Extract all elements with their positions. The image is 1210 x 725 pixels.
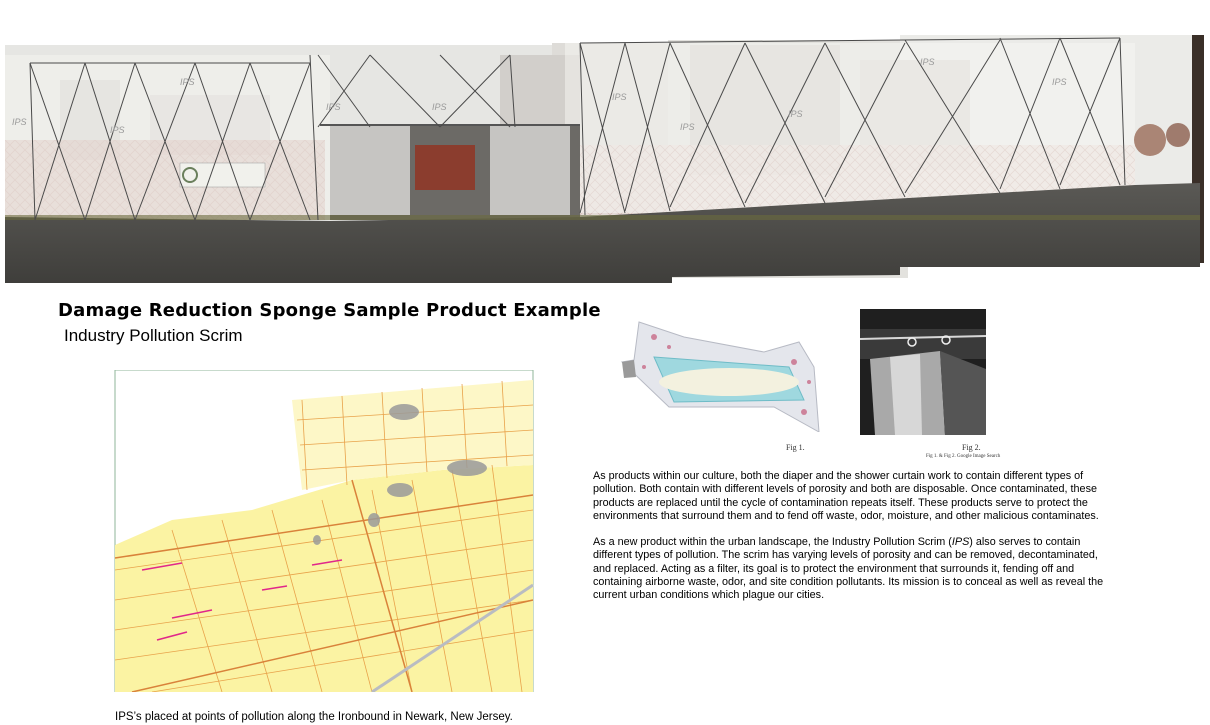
svg-text:IPS: IPS — [180, 77, 195, 87]
svg-text:IPS: IPS — [110, 125, 125, 135]
svg-text:IPS: IPS — [680, 122, 695, 132]
svg-text:IPS: IPS — [432, 102, 447, 112]
paragraph-products: As products within our culture, both the diaper and the shower curtain work to contain different types of pollution. Both contain with different levels of porosity and both are disposable. Once contaminated, these products are replaced until the cycle of contamination repeats itself. These products serve to protect the environments that surround them and to fend off waste, odor, moisture, and other malicious contaminates. — [593, 470, 1099, 522]
figure-source-caption: Fig 1. & Fig 2. Google Image Search — [926, 454, 1001, 459]
diaper-image — [614, 312, 830, 432]
map-image — [112, 370, 536, 692]
fig1-caption: Fig 1. — [786, 443, 805, 452]
page-title: Damage Reduction Sponge Sample Product Example — [58, 300, 601, 321]
paragraph-ips — [593, 536, 1113, 602]
svg-text:IPS: IPS — [1052, 77, 1067, 87]
shower-curtain-image — [860, 309, 986, 435]
description-text — [593, 470, 1113, 616]
map-caption: IPS’s placed at points of pollution along the Ironbound in Newark, New Jersey. — [115, 711, 513, 723]
panorama-image — [0, 35, 1210, 285]
svg-text:IPS: IPS — [788, 109, 803, 119]
svg-text:IPS: IPS — [326, 102, 341, 112]
svg-text:IPS: IPS — [12, 117, 27, 127]
svg-text:IPS: IPS — [612, 92, 627, 102]
page-subtitle: Industry Pollution Scrim — [64, 326, 243, 345]
svg-text:IPS: IPS — [920, 57, 935, 67]
diaper-figure — [614, 312, 830, 432]
ips-abbreviation: IPS — [951, 536, 970, 549]
neighborhood-map — [112, 370, 536, 692]
fig2-caption: Fig 2. — [962, 443, 981, 452]
panorama-collage — [0, 35, 1210, 285]
paragraph-ips-rest: ) also serves to contain different types of pollution. The scrim has varying levels of porosity and can be removed, decontaminated, and replaced. Acting as a filter, its goal is to protect the environment that surrounds it, fending off and containing airborne waste, odor, and site condition pollutants. Its mission is to conceal as well as reveal the current urban conditions which plague our cities. — [593, 536, 1104, 602]
shower-curtain-figure — [860, 309, 986, 435]
paragraph-ips-intro: As a new product within the urban landscape, the Industry Pollution Scrim ( — [593, 536, 952, 549]
